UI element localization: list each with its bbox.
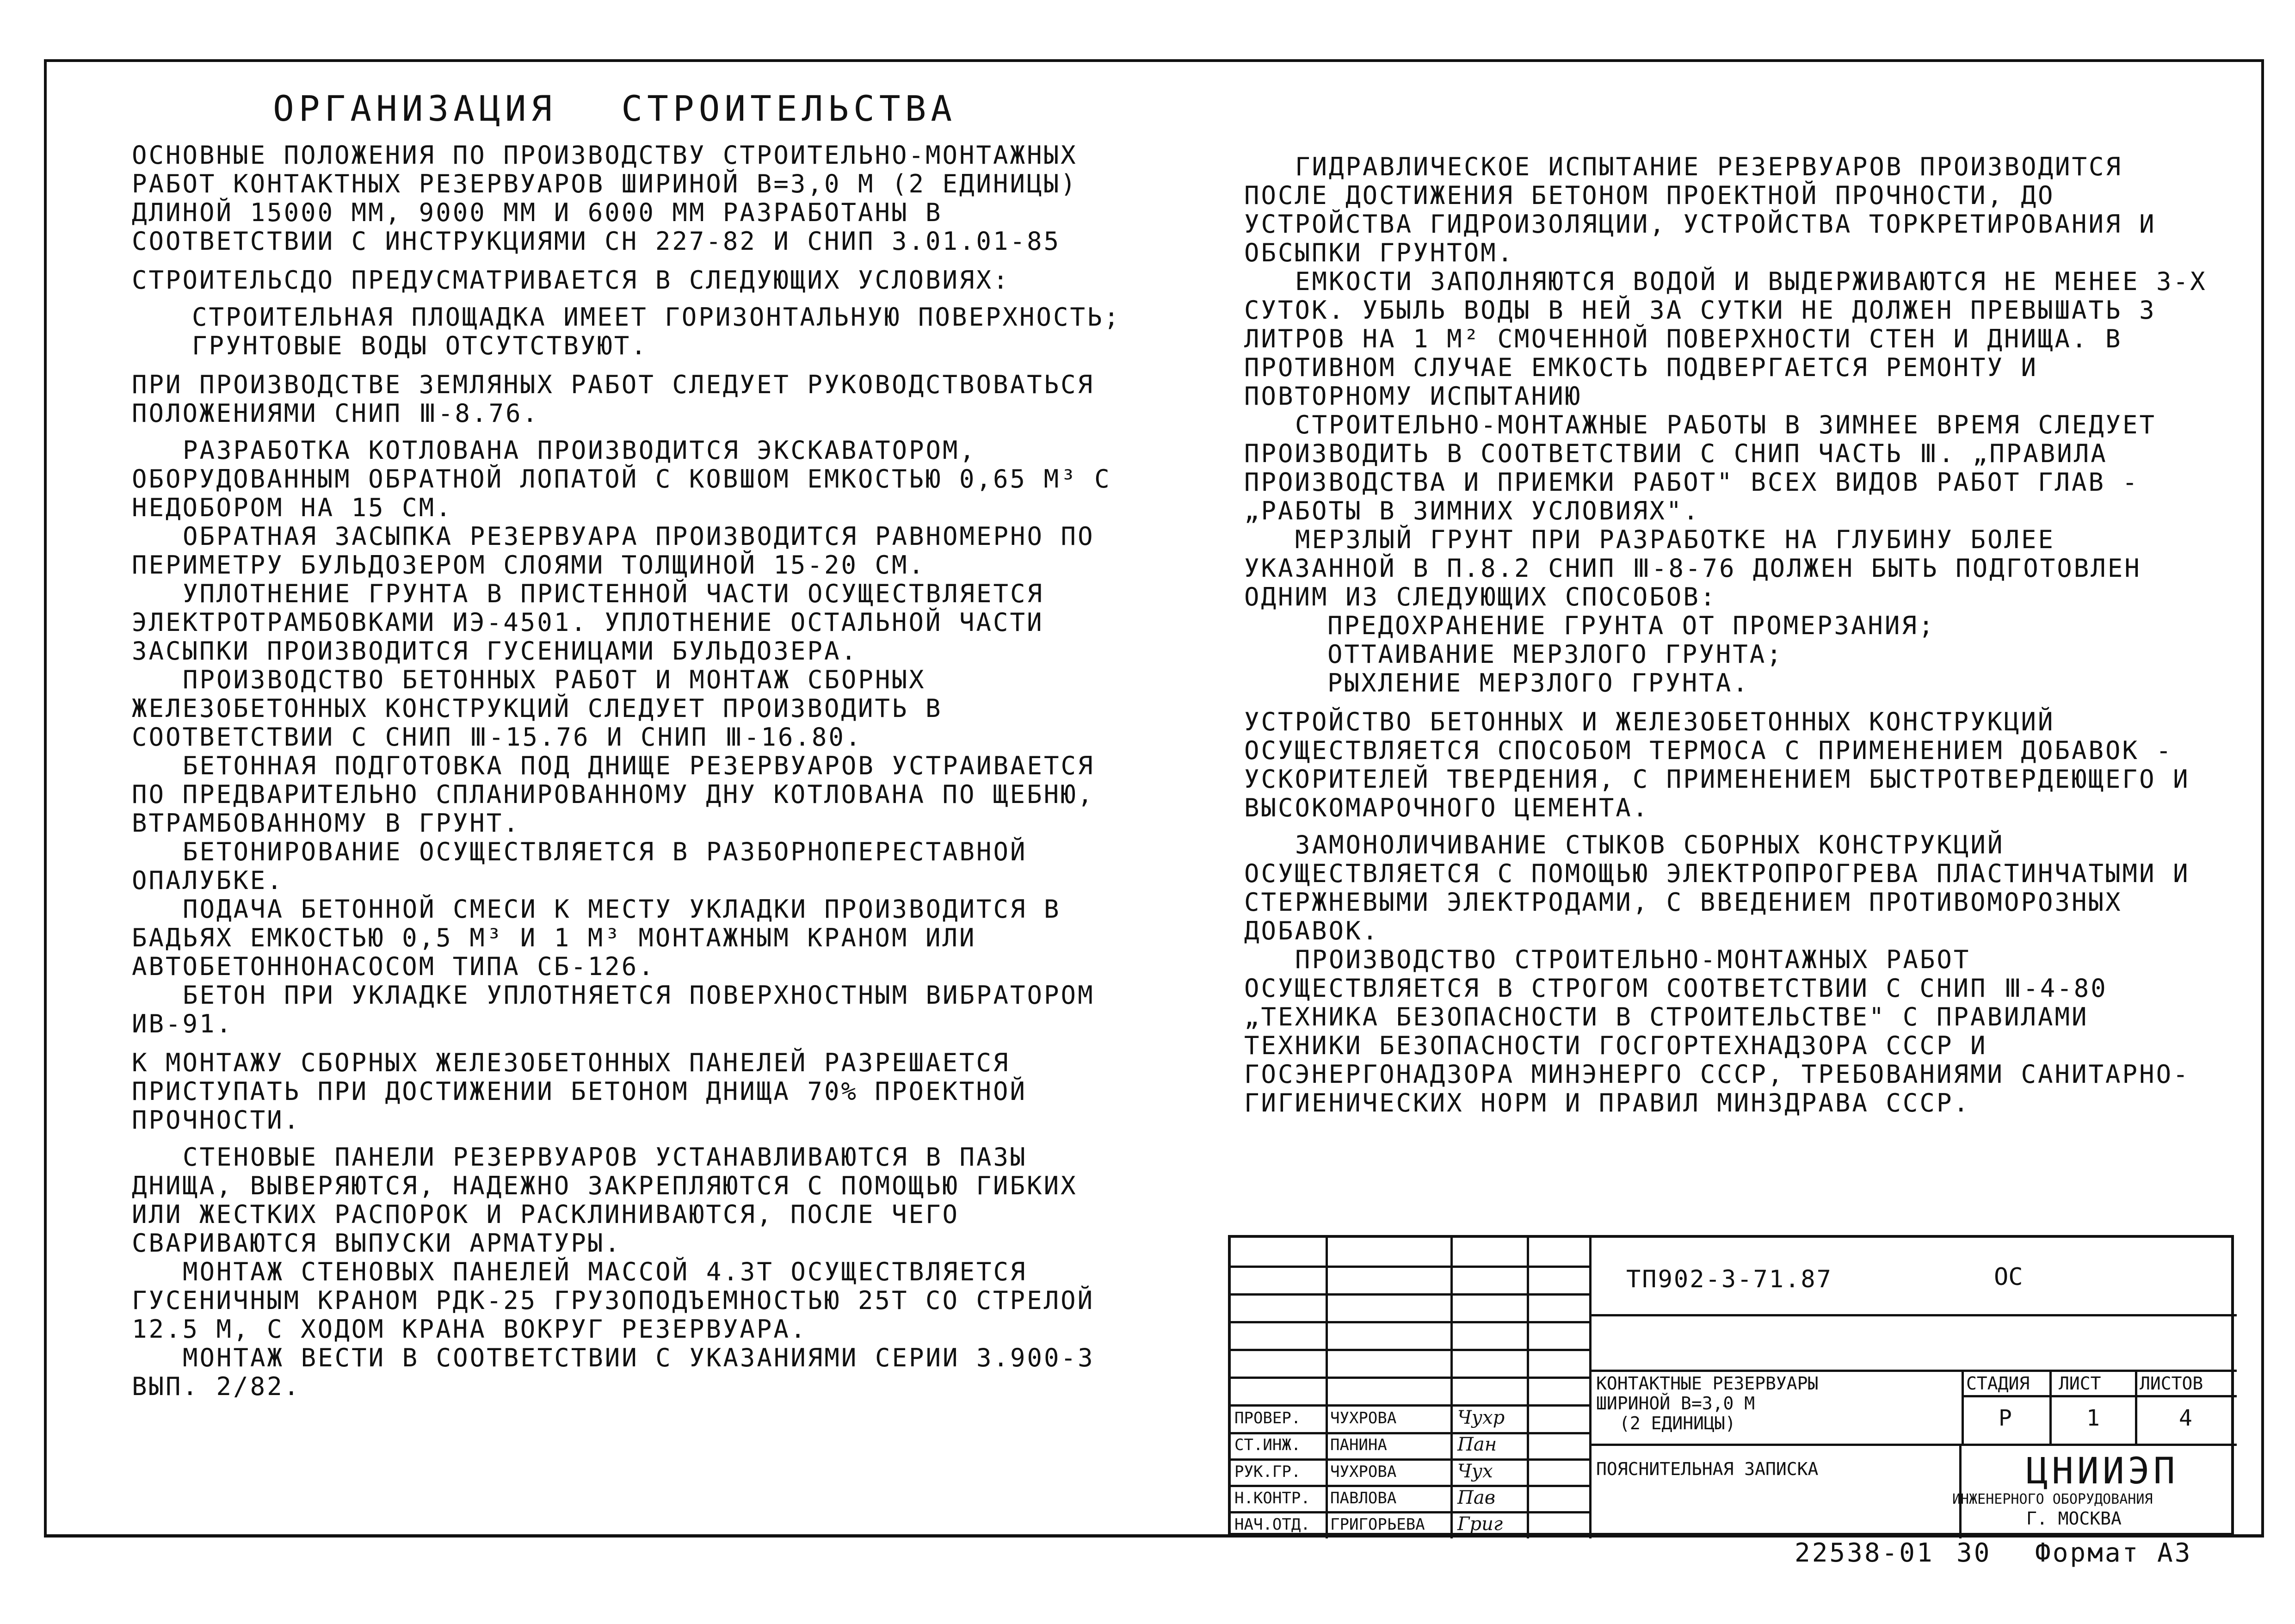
left-text-column [132,141,1131,1401]
person-name: ЧУХРОВА [1330,1409,1397,1427]
person-name: ГРИГОРЬЕВА [1330,1515,1425,1534]
paragraph-r1: ГИДРАВЛИЧЕСКОЕ ИСПЫТАНИЕ РЕЗЕРВУАРОВ ПРОИЗВОДИТСЯ ПОСЛЕ ДОСТИЖЕНИЯ БЕТОНОМ ПРОЕКТНОЙ ПРОЧНОСТИ, ДО УСТРОЙСТВА ГИДРОИЗОЛЯЦИИ, УСТРОЙСТВА ТОРКРЕТИРОВАНИЯ И ОБСЫПКИ ГРУНТОМ. [1244,152,2156,267]
paragraph-p4: ГРУНТОВЫЕ ВОДЫ ОТСУТСТВУЮТ. [192,331,648,360]
sheets-value: 4 [2179,1405,2192,1431]
object-name-line-3: (2 ЕДИНИЦЫ) [1619,1413,1736,1433]
paragraph-p6: РАЗРАБОТКА КОТЛОВАНА ПРОИЗВОДИТСЯ ЭКСКАВАТОРОМ, ОБОРУДОВАННЫМ ОБРАТНОЙ ЛОПАТОЙ С КОВШОМ ЕМКОСТЬЮ 0,65 М³ С НЕДОБОРОМ НА 15 СМ. [132,436,1111,522]
paragraph-p5: ПРИ ПРОИЗВОДСТВЕ ЗЕМЛЯНЫХ РАБОТ СЛЕДУЕТ РУКОВОДСТВОВАТЬСЯ ПОЛОЖЕНИЯМИ СНИП Ⅲ-8.76. [132,370,1095,428]
sheet-value: 1 [2086,1405,2100,1431]
paragraph-r8: УСТРОЙСТВО БЕТОННЫХ И ЖЕЛЕЗОБЕТОННЫХ КОНСТРУКЦИЙ ОСУЩЕСТВЛЯЕТСЯ СПОСОБОМ ТЕРМОСА С ПРИМЕНЕНИЕМ ДОБАВОК - УСКОРИТЕЛЕЙ ТВЕРДЕНИЯ, С ПРИМЕНЕНИЕМ БЫСТРОТВЕРДЕЮЩЕГО И ВЫСОКОМАРОЧНОГО ЦЕМЕНТА. [1244,707,2190,822]
paragraph-r3: СТРОИТЕЛЬНО-МОНТАЖНЫЕ РАБОТЫ В ЗИМНЕЕ ВРЕМЯ СЛЕДУЕТ ПРОИЗВОДИТЬ В СООТВЕТСТВИИ С СНИП ЧАСТЬ Ⅲ. „ПРАВИЛА ПРОИЗВОДСТВА И ПРИЕМКИ РАБОТ" ВСЕХ ВИДОВ РАБОТ ГЛАВ - „РАБОТЫ В ЗИМНИХ УСЛОВИЯХ". [1244,410,2157,525]
paragraph-r7: РЫХЛЕНИЕ МЕРЗЛОГО ГРУНТА. [1327,668,1750,698]
sheets-label: ЛИСТОВ [2140,1373,2203,1394]
sheet-mark: ОС [1994,1263,2023,1291]
tb-hline [1231,1349,1589,1351]
role-label: ПРОВЕР. [1234,1409,1301,1427]
paragraph-r10: ПРОИЗВОДСТВО СТРОИТЕЛЬНО-МОНТАЖНЫХ РАБОТ ОСУЩЕСТВЛЯЕТСЯ В СТРОГОМ СООТВЕТСТВИИ С СНИП Ⅲ-4-80 „ТЕХНИКА БЕЗОПАСНОСТИ В СТРОИТЕЛЬСТВЕ" С ПРАВИЛАМИ ТЕХНИКИ БЕЗОПАСНОСТИ ГОСГОРТЕХНАДЗОРА СССР И ГОСЭНЕРГОНАДЗОРА МИНЭНЕРГО СССР, ТРЕБОВАНИЯМИ САНИТАРНО-ГИГИЕНИЧЕСКИХ НОРМ И ПРАВИЛ МИНЗДРАВА СССР. [1244,945,2190,1118]
paragraph-p3: СТРОИТЕЛЬНАЯ ПЛОЩАДКА ИМЕЕТ ГОРИЗОНТАЛЬНУЮ ПОВЕРХНОСТЬ; [192,303,1121,332]
title-block [1228,1235,2234,1536]
paragraph-p13: БЕТОН ПРИ УКЛАДКЕ УПЛОТНЯЕТСЯ ПОВЕРХНОСТНЫМ ВИБРАТОРОМ ИВ-91. [132,981,1095,1038]
tb-vline [1527,1238,1529,1538]
role-label: СТ.ИНЖ. [1234,1436,1301,1454]
tb-hline [1231,1321,1589,1323]
tb-vline [1589,1238,1592,1538]
tb-vline [1962,1370,1964,1444]
paragraph-p12: ПОДАЧА БЕТОННОЙ СМЕСИ К МЕСТУ УКЛАДКИ ПРОИЗВОДИТСЯ В БАДЬЯХ ЕМКОСТЬЮ 0,5 М³ И 1 М³ МОНТАЖНЫМ КРАНОМ ИЛИ АВТОБЕТОННОНАСОСОМ ТИПА СБ-126. [132,895,1061,981]
paragraph-p15: СТЕНОВЫЕ ПАНЕЛИ РЕЗЕРВУАРОВ УСТАНАВЛИВАЮТСЯ В ПАЗЫ ДНИЩА, ВЫВЕРЯЮТСЯ, НАДЕЖНО ЗАКРЕПЛЯЮТСЯ С ПОМОЩЬЮ ГИБКИХ ИЛИ ЖЕСТКИХ РАСПОРОК И РАСКЛИНИВАЮТСЯ, ПОСЛЕ ЧЕГО СВАРИВАЮТСЯ ВЫПУСКИ АРМАТУРЫ. [132,1142,1078,1258]
tb-hline [1589,1370,2237,1372]
tb-vline [1326,1238,1328,1538]
paragraph-p16: МОНТАЖ СТЕНОВЫХ ПАНЕЛЕЙ МАССОЙ 4.3Т ОСУЩЕСТВЛЯЕТСЯ ГУСЕНИЧНЫМ КРАНОМ РДК-25 ГРУЗОПОДЪЕМНОСТЬЮ 25Т СО СТРЕЛОЙ 12.5 М, С ХОДОМ КРАНА ВОКРУГ РЕЗЕРВУАРА. [132,1257,1095,1344]
paragraph-p1: ОСНОВНЫЕ ПОЛОЖЕНИЯ ПО ПРОИЗВОДСТВУ СТРОИТЕЛЬНО-МОНТАЖНЫХ РАБОТ КОНТАКТНЫХ РЕЗЕРВУАРОВ ШИРИНОЙ В=3,0 М (2 ЕДИНИЦЫ) ДЛИНОЙ 15000 ММ, 9000 ММ И 6000 ММ РАЗРАБОТАНЫ В СООТВЕТСТВИИ С ИНСТРУКЦИЯМИ СН 227-82 И СНИП 3.01.01-85 [132,141,1078,256]
tb-hline [1231,1485,1589,1487]
title-word-1: ОРГАНИЗАЦИЯ [273,88,557,129]
page-title [273,88,1021,129]
paragraph-p14: К МОНТАЖУ СБОРНЫХ ЖЕЛЕЗОБЕТОННЫХ ПАНЕЛЕЙ РАЗРЕШАЕТСЯ ПРИСТУПАТЬ ПРИ ДОСТИЖЕНИИ БЕТОНОМ ДНИЩА 70% ПРОЕКТНОЙ ПРОЧНОСТИ. [132,1048,1027,1135]
organization-city: Г. МОСКВА [2026,1508,2122,1529]
page-number: 30 [1956,1538,1992,1568]
tb-hline [1231,1293,1589,1296]
tb-vline [2049,1370,2052,1444]
inventory-number: 22538-01 [1795,1538,1934,1568]
signature: Чух [1457,1461,1493,1482]
tb-hline [1589,1314,2237,1316]
title-word-2: СТРОИТЕЛЬСТВА [621,88,957,129]
tb-hline [1231,1404,1589,1407]
person-name: ЧУХРОВА [1330,1463,1397,1481]
paragraph-p11: БЕТОНИРОВАНИЕ ОСУЩЕСТВЛЯЕТСЯ В РАЗБОРНОПЕРЕСТАВНОЙ ОПАЛУБКЕ. [132,837,1027,895]
person-name: ПАВЛОВА [1330,1489,1397,1507]
paragraph-p10: БЕТОННАЯ ПОДГОТОВКА ПОД ДНИЩЕ РЕЗЕРВУАРОВ УСТРАИВАЕТСЯ ПО ПРЕДВАРИТЕЛЬНО СПЛАНИРОВАННОМУ ДНУ КОТЛОВАНА ПО ЩЕБНЮ, ВТРАМБОВАННОМУ В ГРУНТ. [132,751,1095,838]
paragraph-p8: УПЛОТНЕНИЕ ГРУНТА В ПРИСТЕННОЙ ЧАСТИ ОСУЩЕСТВЛЯЕТСЯ ЭЛЕКТРОТРАМБОВКАМИ ИЭ-4501. УПЛОТНЕНИЕ ОСТАЛЬНОЙ ЧАСТИ ЗАСЫПКИ ПРОИЗВОДИТСЯ ГУСЕНИЦАМИ БУЛЬДОЗЕРА. [132,579,1044,666]
object-name-line-1: КОНТАКТНЫЕ РЕЗЕРВУАРЫ [1596,1373,1819,1394]
paper-format: Формат А3 [2035,1538,2192,1568]
stage-label: СТАДИЯ [1966,1373,2030,1394]
tb-hline [1231,1432,1589,1434]
sheet-title: ПОЯСНИТЕЛЬНАЯ ЗАПИСКА [1596,1459,1819,1479]
stage-value: Р [1999,1405,2012,1431]
tb-hline [1231,1511,1589,1513]
right-text-column [1244,153,2215,1118]
role-label: РУК.ГР. [1234,1463,1301,1481]
sheet-label: ЛИСТ [2059,1373,2101,1394]
organization-name: ЦНИИЭП [2026,1451,2179,1492]
signature: Пав [1457,1487,1496,1508]
tb-vline [2135,1370,2137,1444]
role-label: Н.КОНТР. [1234,1489,1310,1507]
tb-hline [1231,1266,1589,1268]
person-name: ПАНИНА [1330,1436,1387,1454]
drawing-designation: ТП902-3-71.87 [1626,1266,1832,1293]
tb-hline [1962,1395,2237,1397]
tb-vline [1450,1238,1453,1538]
paragraph-p17: МОНТАЖ ВЕСТИ В СООТВЕТСТВИИ С УКАЗАНИЯМИ СЕРИИ 3.900-3 ВЫП. 2/82. [132,1343,1095,1401]
paragraph-r6: ОТТАИВАНИЕ МЕРЗЛОГО ГРУНТА; [1327,640,1783,669]
tb-hline [1231,1377,1589,1379]
paragraph-r5: ПРЕДОХРАНЕНИЕ ГРУНТА ОТ ПРОМЕРЗАНИЯ; [1327,611,1936,640]
object-name-line-2: ШИРИНОЙ В=3,0 М [1596,1393,1755,1414]
signature: Григ [1457,1513,1503,1535]
role-label: НАЧ.ОТД. [1234,1515,1310,1534]
paragraph-r4: МЕРЗЛЫЙ ГРУНТ ПРИ РАЗРАБОТКЕ НА ГЛУБИНУ БОЛЕЕ УКАЗАННОЙ В П.8.2 СНИП Ⅲ-8-76 ДОЛЖЕН БЫТЬ ПОДГОТОВЛЕН ОДНИМ ИЗ СЛЕДУЮЩИХ СПОСОБОВ: [1244,525,2141,611]
paragraph-p7: ОБРАТНАЯ ЗАСЫПКА РЕЗЕРВУАРА ПРОИЗВОДИТСЯ РАВНОМЕРНО ПО ПЕРИМЕТРУ БУЛЬДОЗЕРОМ СЛОЯМИ ТОЛЩИНОЙ 15-20 СМ. [132,522,1095,580]
tb-hline [1589,1444,2237,1446]
organization-subtitle: ИНЖЕНЕРНОГО ОБОРУДОВАНИЯ [1952,1491,2153,1507]
signature: Чухр [1457,1407,1505,1428]
paragraph-r2: ЕМКОСТИ ЗАПОЛНЯЮТСЯ ВОДОЙ И ВЫДЕРЖИВАЮТСЯ НЕ МЕНЕЕ 3-Х СУТОК. УБЫЛЬ ВОДЫ В НЕЙ ЗА СУТКИ НЕ ДОЛЖЕН ПРЕВЫШАТЬ 3 ЛИТРОВ НА 1 М² СМОЧЕННОЙ ПОВЕРХНОСТИ СТЕН И ДНИЩА. В ПРОТИВНОМ СЛУЧАЕ ЕМКОСТЬ ПОДВЕРГАЕТСЯ РЕМОНТУ И ПОВТОРНОМУ ИСПЫТАНИЮ [1244,267,2207,411]
paragraph-r9: ЗАМОНОЛИЧИВАНИЕ СТЫКОВ СБОРНЫХ КОНСТРУКЦИЙ ОСУЩЕСТВЛЯЕТСЯ С ПОМОЩЬЮ ЭЛЕКТРОПРОГРЕВА ПЛАСТИНЧАТЫМИ И СТЕРЖНЕВЫМИ ЭЛЕКТРОДАМИ, С ВВЕДЕНИЕМ ПРОТИВОМОРОЗНЫХ ДОБАВОК. [1244,830,2190,945]
paragraph-p2: СТРОИТЕЛЬСДО ПРЕДУСМАТРИВАЕТСЯ В СЛЕДУЮЩИХ УСЛОВИЯХ: [132,266,1010,295]
paragraph-p9: ПРОИЗВОДСТВО БЕТОННЫХ РАБОТ И МОНТАЖ СБОРНЫХ ЖЕЛЕЗОБЕТОННЫХ КОНСТРУКЦИЙ СЛЕДУЕТ ПРОИЗВОДИТЬ В СООТВЕТСТВИИ С СНИП Ⅲ-15.76 И СНИП Ⅲ-16.80. [132,665,943,752]
signature: Пан [1457,1434,1497,1455]
tb-hline [1231,1458,1589,1461]
